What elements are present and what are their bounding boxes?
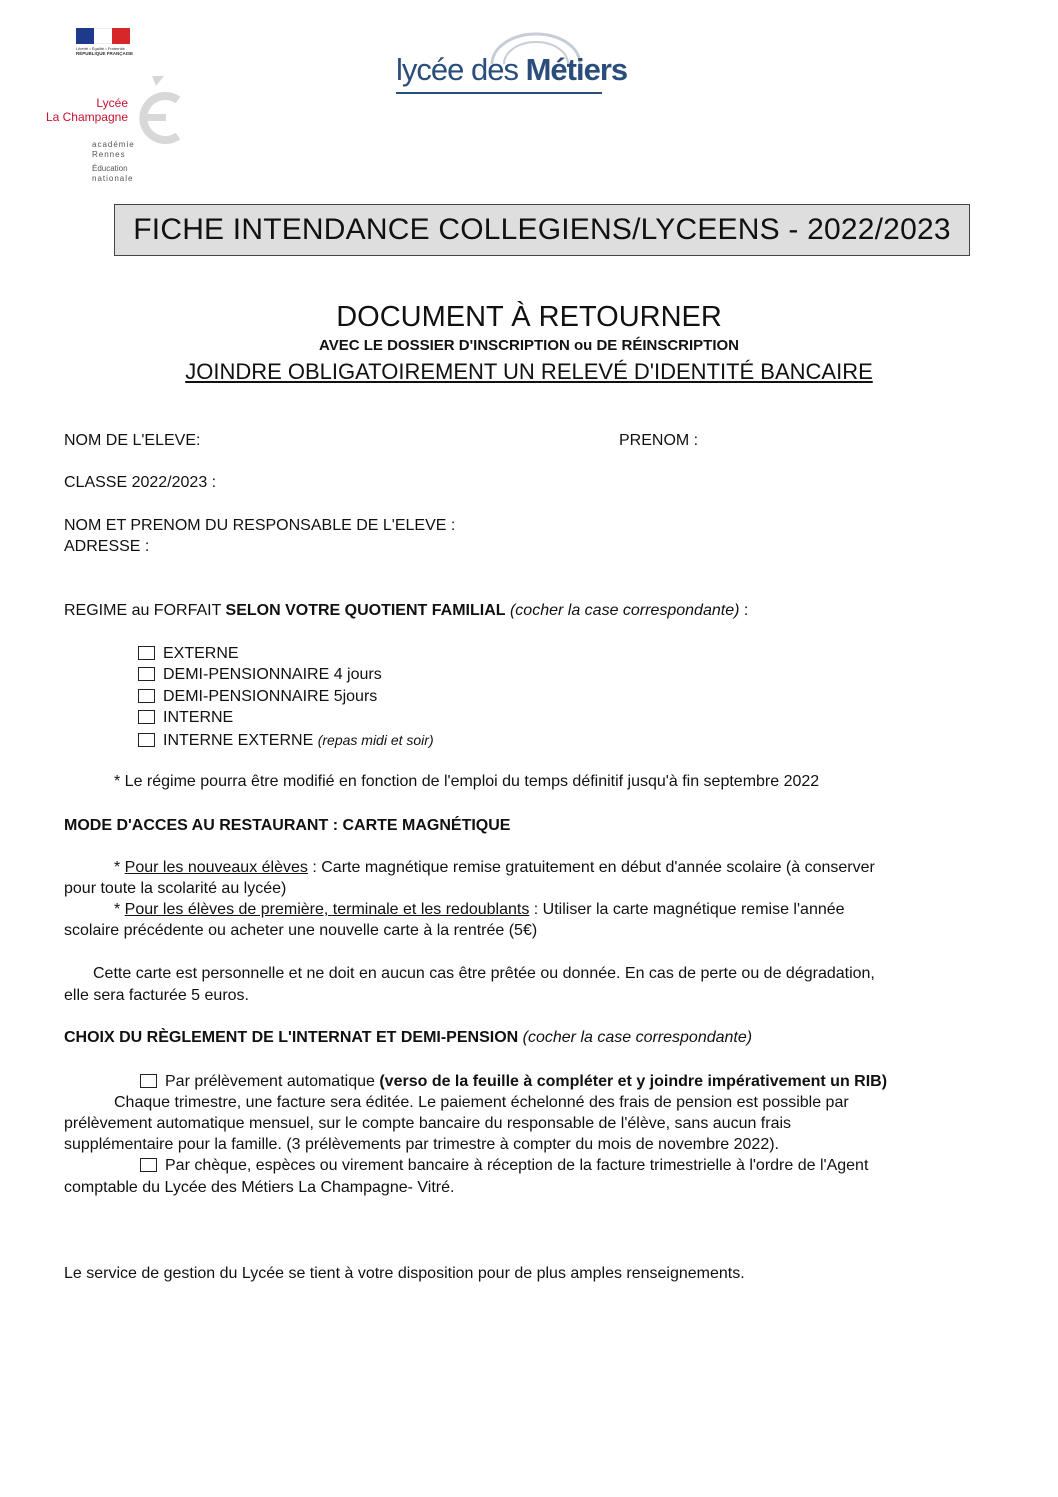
reglement-option-cheque[interactable]: [140, 1155, 868, 1176]
field-prenom: PRENOM :: [619, 432, 699, 449]
regime-option-dp4[interactable]: [138, 664, 382, 685]
regime-intro-end: :: [739, 602, 749, 619]
option-label: Par chèque, espèces ou virement bancaire à réception de la facture trimestrielle à l'ordre de l'Agent: [165, 1157, 869, 1174]
reglement-option-prelevement[interactable]: [140, 1071, 887, 1092]
field-adresse: ADRESSE :: [64, 538, 150, 555]
acces-old-line2: scolaire précédente ou acheter une nouvelle carte à la rentrée (5€): [64, 922, 538, 939]
regime-option-dp5[interactable]: [138, 686, 377, 707]
option-label: DEMI-PENSIONNAIRE 5jours: [163, 688, 378, 705]
option-label: DEMI-PENSIONNAIRE 4 jours: [163, 666, 382, 683]
regime-option-externe[interactable]: [138, 643, 239, 664]
checkbox[interactable]: [138, 667, 155, 681]
acces-old-label: Pour les élèves de première, terminale et les redoublants: [124, 901, 530, 918]
academie-line1: académie: [92, 140, 135, 149]
option-label: INTERNE: [163, 709, 234, 726]
reglement-opt1-line2: Chaque trimestre, une facture sera éditée. Le paiement échelonné des frais de pension est possible par: [114, 1094, 849, 1111]
field-classe: CLASSE 2022/2023 :: [64, 474, 217, 491]
title-box: [114, 204, 970, 256]
option-note: (repas midi et soir): [317, 732, 434, 748]
doc-rib-notice: JOINDRE OBLIGATOIREMENT UN RELEVÉ D'IDENTITÉ BANCAIRE: [185, 359, 873, 384]
lycee-name: La Champagne: [45, 110, 128, 124]
logo-text-lycee: lycée des: [396, 52, 526, 87]
regime-option-interne[interactable]: [138, 707, 233, 728]
checkbox[interactable]: [138, 646, 155, 660]
regime-intro-italic: (cocher la case correspondante): [509, 602, 740, 619]
logo-text-metiers: Métiers: [525, 52, 628, 87]
education-line1: Éducation: [92, 164, 128, 173]
acces-perso-line2: elle sera facturée 5 euros.: [64, 987, 249, 1004]
bullet-star: *: [114, 901, 125, 918]
marianne-caption: RÉPUBLIQUE FRANÇAISE: [76, 51, 134, 56]
regime-note: * Le régime pourra être modifié en fonction de l'emploi du temps définitif jusqu'à fin septembre 2022: [114, 773, 820, 790]
checkbox[interactable]: [140, 1158, 157, 1172]
regime-intro: [64, 600, 748, 621]
academie-line2: Rennes: [92, 150, 126, 159]
checkbox[interactable]: [138, 710, 155, 724]
option-note: (verso de la feuille à compléter et y joindre impérativement un RIB): [379, 1073, 888, 1090]
reglement-opt1-line4: supplémentaire pour la famille. (3 prélèvements par trimestre à compter du mois de novembre 2022).: [64, 1136, 779, 1153]
acces-heading: MODE D'ACCES AU RESTAURANT : CARTE MAGNÉTIQUE: [64, 817, 511, 834]
checkbox[interactable]: [138, 689, 155, 703]
field-nom: NOM DE L'ELEVE:: [64, 432, 201, 449]
regime-intro-bold: SELON VOTRE QUOTIENT FAMILIAL: [225, 602, 506, 619]
bullet-star: *: [114, 859, 125, 876]
option-label: INTERNE EXTERNE: [163, 732, 314, 749]
page-title: FICHE INTENDANCE COLLEGIENS/LYCEENS - 2022/2023: [133, 213, 951, 246]
acces-perso-line1: Cette carte est personnelle et ne doit en aucun cas être prêtée ou donnée. En cas de perte ou de dégradation,: [93, 965, 875, 982]
reglement-heading-text: CHOIX DU RÈGLEMENT DE L'INTERNAT ET DEMI-PENSION: [64, 1029, 523, 1046]
footer-note: Le service de gestion du Lycée se tient à votre disposition pour de plus amples renseignements.: [64, 1265, 745, 1282]
checkbox[interactable]: [140, 1074, 157, 1088]
marianne-logo: Liberté • Égalité • Fraternité RÉPUBLIQUE FRANÇAISE: [76, 28, 130, 62]
lycee-des-metiers-logo: [396, 26, 628, 96]
reglement-heading-note: (cocher la case correspondante): [522, 1029, 753, 1046]
checkbox[interactable]: [138, 733, 155, 747]
reglement-opt1-line3: prélèvement automatique mensuel, sur le compte bancaire du responsable de l'élève, sans aucun frais: [64, 1115, 792, 1132]
regime-intro-text: REGIME au FORFAIT: [64, 602, 226, 619]
regime-option-interne-externe[interactable]: [138, 730, 434, 751]
lycee-logo: [45, 74, 180, 189]
option-label: EXTERNE: [163, 645, 239, 662]
acces-new-text: : Carte magnétique remise gratuitement en début d'année scolaire (à conserver: [307, 859, 875, 876]
doc-subheading: AVEC LE DOSSIER D'INSCRIPTION ou DE RÉINSCRIPTION: [319, 337, 739, 354]
education-line2: nationale: [92, 174, 134, 183]
acces-new-label: Pour les nouveaux élèves: [124, 859, 308, 876]
lycee-word: Lycée: [96, 96, 128, 110]
acces-old-line1: [114, 899, 845, 920]
option-label: Par prélèvement automatique: [165, 1073, 380, 1090]
acces-new-line2: pour toute la scolarité au lycée): [64, 880, 287, 897]
reglement-heading: [64, 1027, 752, 1048]
acces-new-line1: [114, 857, 875, 878]
e-accent-icon: [130, 74, 190, 154]
acces-old-text: : Utiliser la carte magnétique remise l'année: [529, 901, 845, 918]
reglement-opt2-line2: comptable du Lycée des Métiers La Champagne- Vitré.: [64, 1179, 455, 1196]
doc-heading: DOCUMENT À RETOURNER: [336, 301, 722, 333]
field-responsable: NOM ET PRENOM DU RESPONSABLE DE L'ELEVE :: [64, 517, 456, 534]
